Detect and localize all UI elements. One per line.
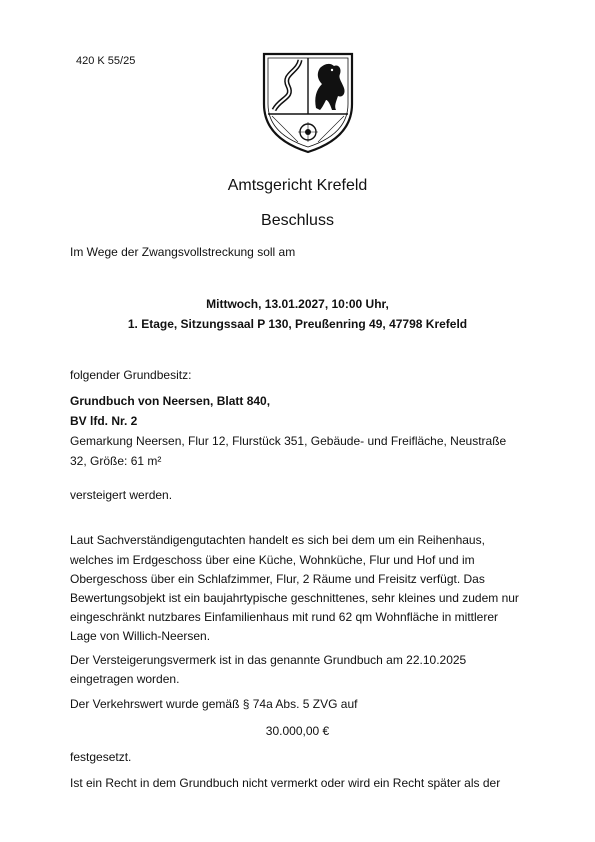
file-reference: 420 K 55/25 [76, 55, 136, 67]
property-description-line: 32, Größe: 61 m² [70, 454, 162, 468]
auction-location: 1. Etage, Sitzungssaal P 130, Preußenring 49, 47798 Krefeld [127, 317, 468, 331]
court-name: Amtsgericht Krefeld [227, 177, 368, 194]
expert-report-line: welches im Erdgeschoss über eine Küche, Wohnküche, Flur und Hof und im [70, 553, 475, 567]
expert-report-line: eingeschränkt nutzbares Einfamilienhaus mit rund 62 qm Wohnfläche in mittlerer [70, 610, 498, 624]
expert-report-line: Laut Sachverständigengutachten handelt es sich bei dem um ein Reihenhaus, [70, 533, 485, 547]
market-value: 30.000,00 € [265, 724, 330, 738]
continuation-text: Ist ein Recht in dem Grundbuch nicht vermerkt oder wird ein Recht später als der [70, 776, 501, 790]
registration-line: Der Versteigerungsvermerk ist in das genannte Grundbuch am 22.10.2025 [70, 653, 467, 667]
registration-line: eingetragen worden. [70, 672, 180, 686]
land-register: Grundbuch von Neersen, Blatt 840, [70, 394, 271, 408]
coat-of-arms-logo [258, 46, 358, 156]
expert-report-line: Obergeschoss über ein Schlafzimmer, Flur, 2 Räume und Freisitz verfügt. Das [70, 572, 485, 586]
market-value-intro: Der Verkehrswert wurde gemäß § 74a Abs. 5 ZVG auf [70, 697, 358, 711]
market-value-outro: festgesetzt. [70, 750, 132, 764]
expert-report-line: Lage von Willich-Neersen. [70, 629, 211, 643]
inventory-number: BV lfd. Nr. 2 [70, 414, 138, 428]
property-intro: folgender Grundbesitz: [70, 368, 192, 382]
expert-report-line: Bewertungsobjekt ist ein baujahrtypische geschnittenes, sehr kleines und zudem nur [70, 591, 519, 605]
property-description-line: Gemarkung Neersen, Flur 12, Flurstück 351, Gebäude- und Freifläche, Neustraße [70, 434, 507, 448]
intro-text: Im Wege der Zwangsvollstreckung soll am [70, 245, 296, 259]
auction-date: Mittwoch, 13.01.2027, 10:00 Uhr, [206, 297, 389, 311]
document-heading: Beschluss [261, 212, 334, 229]
auction-statement: versteigert werden. [70, 488, 173, 502]
